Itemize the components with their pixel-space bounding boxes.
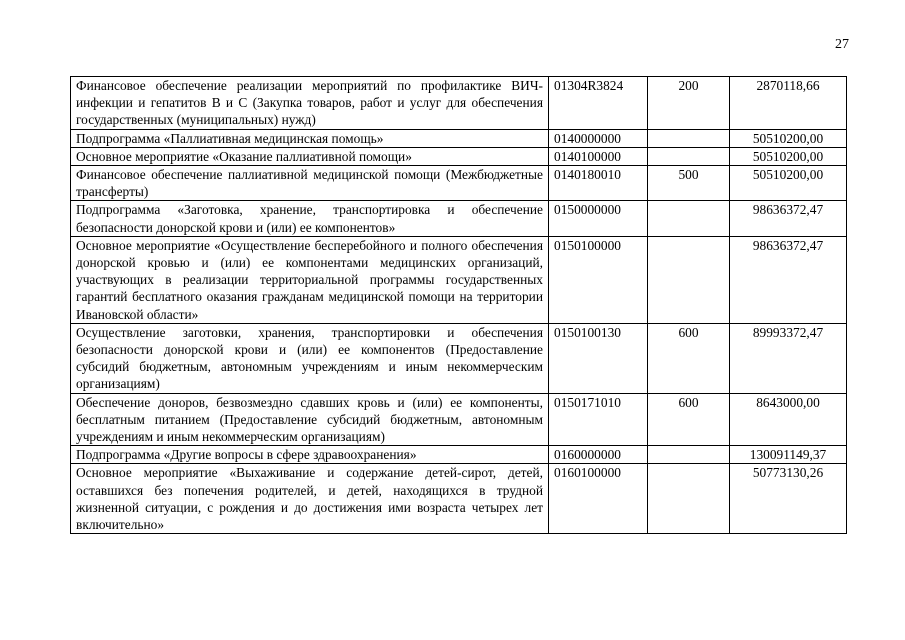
row-expense-type-cell bbox=[648, 201, 730, 236]
row-expense-type-cell bbox=[648, 464, 730, 534]
table-row bbox=[71, 147, 847, 165]
row-name-cell: Финансовое обеспечение паллиативной медицинской помощи (Межбюджетные трансферты) bbox=[71, 166, 549, 201]
table-row bbox=[71, 129, 847, 147]
row-name-cell: Подпрограмма «Заготовка, хранение, транспортировка и обеспечение безопасности донорской крови и (или) ее компонентов» bbox=[71, 201, 549, 236]
row-code-cell: 0140180010 bbox=[549, 166, 648, 201]
row-name-cell: Подпрограмма «Паллиативная медицинская помощь» bbox=[71, 129, 549, 147]
row-sum-cell: 50510200,00 bbox=[730, 129, 847, 147]
row-name-cell: Обеспечение доноров, безвозмездно сдавших кровь и (или) ее компоненты, бесплатным питанием (Предоставление субсидий бюджетным, автономным учреждениям и иным некоммерческим организациям) bbox=[71, 393, 549, 446]
row-expense-type-cell bbox=[648, 236, 730, 323]
page-number: 27 bbox=[835, 37, 849, 52]
row-code-cell: 0160000000 bbox=[549, 446, 648, 464]
row-name-cell: Осуществление заготовки, хранения, транспортировки и обеспечения безопасности донорской крови и (или) ее компонентов (Предоставление субсидий бюджетным, автономным учреждениям и иным некоммерческим организациям) bbox=[71, 323, 549, 393]
row-expense-type-cell bbox=[648, 147, 730, 165]
row-expense-type-cell: 600 bbox=[648, 323, 730, 393]
row-sum-cell: 130091149,37 bbox=[730, 446, 847, 464]
row-expense-type-cell bbox=[648, 446, 730, 464]
row-code-cell: 0150100000 bbox=[549, 236, 648, 323]
table-row bbox=[71, 166, 847, 201]
row-expense-type-cell: 500 bbox=[648, 166, 730, 201]
row-sum-cell: 8643000,00 bbox=[730, 393, 847, 446]
table-row bbox=[71, 77, 847, 130]
row-sum-cell: 50510200,00 bbox=[730, 147, 847, 165]
row-sum-cell: 89993372,47 bbox=[730, 323, 847, 393]
table-row bbox=[71, 446, 847, 464]
table-row bbox=[71, 464, 847, 534]
row-code-cell: 0150100130 bbox=[549, 323, 648, 393]
row-sum-cell: 50510200,00 bbox=[730, 166, 847, 201]
row-name-cell: Основное мероприятие «Выхаживание и содержание детей-сирот, детей, оставшихся без попечения родителей, и детей, находящихся в трудной жизненной ситуации, с рождения и до достижения ими возраста четырех лет включительно» bbox=[71, 464, 549, 534]
table-row bbox=[71, 393, 847, 446]
row-name-cell: Основное мероприятие «Оказание паллиативной помощи» bbox=[71, 147, 549, 165]
row-name-cell: Подпрограмма «Другие вопросы в сфере здравоохранения» bbox=[71, 446, 549, 464]
row-code-cell: 01304R3824 bbox=[549, 77, 648, 130]
row-expense-type-cell bbox=[648, 129, 730, 147]
row-code-cell: 0150000000 bbox=[549, 201, 648, 236]
table-row bbox=[71, 201, 847, 236]
row-name-cell: Финансовое обеспечение реализации мероприятий по профилактике ВИЧ-инфекции и гепатитов В и С (Закупка товаров, работ и услуг для обеспечения государственных (муниципальных) нужд) bbox=[71, 77, 549, 130]
row-sum-cell: 2870118,66 bbox=[730, 77, 847, 130]
row-expense-type-cell: 200 bbox=[648, 77, 730, 130]
table-row bbox=[71, 323, 847, 393]
row-code-cell: 0160100000 bbox=[549, 464, 648, 534]
row-code-cell: 0140100000 bbox=[549, 147, 648, 165]
table-row bbox=[71, 236, 847, 323]
row-name-cell: Основное мероприятие «Осуществление бесперебойного и полного обеспечения донорской кровью и (или) ее компонентами медицинских организаций, участвующих в реализации территориальной программы государственных гарантий бесплатного оказания гражданам медицинской помощи на территории Ивановской области» bbox=[71, 236, 549, 323]
row-sum-cell: 98636372,47 bbox=[730, 236, 847, 323]
budget-table bbox=[70, 76, 847, 534]
row-expense-type-cell: 600 bbox=[648, 393, 730, 446]
row-sum-cell: 98636372,47 bbox=[730, 201, 847, 236]
row-code-cell: 0150171010 bbox=[549, 393, 648, 446]
row-code-cell: 0140000000 bbox=[549, 129, 648, 147]
row-sum-cell: 50773130,26 bbox=[730, 464, 847, 534]
